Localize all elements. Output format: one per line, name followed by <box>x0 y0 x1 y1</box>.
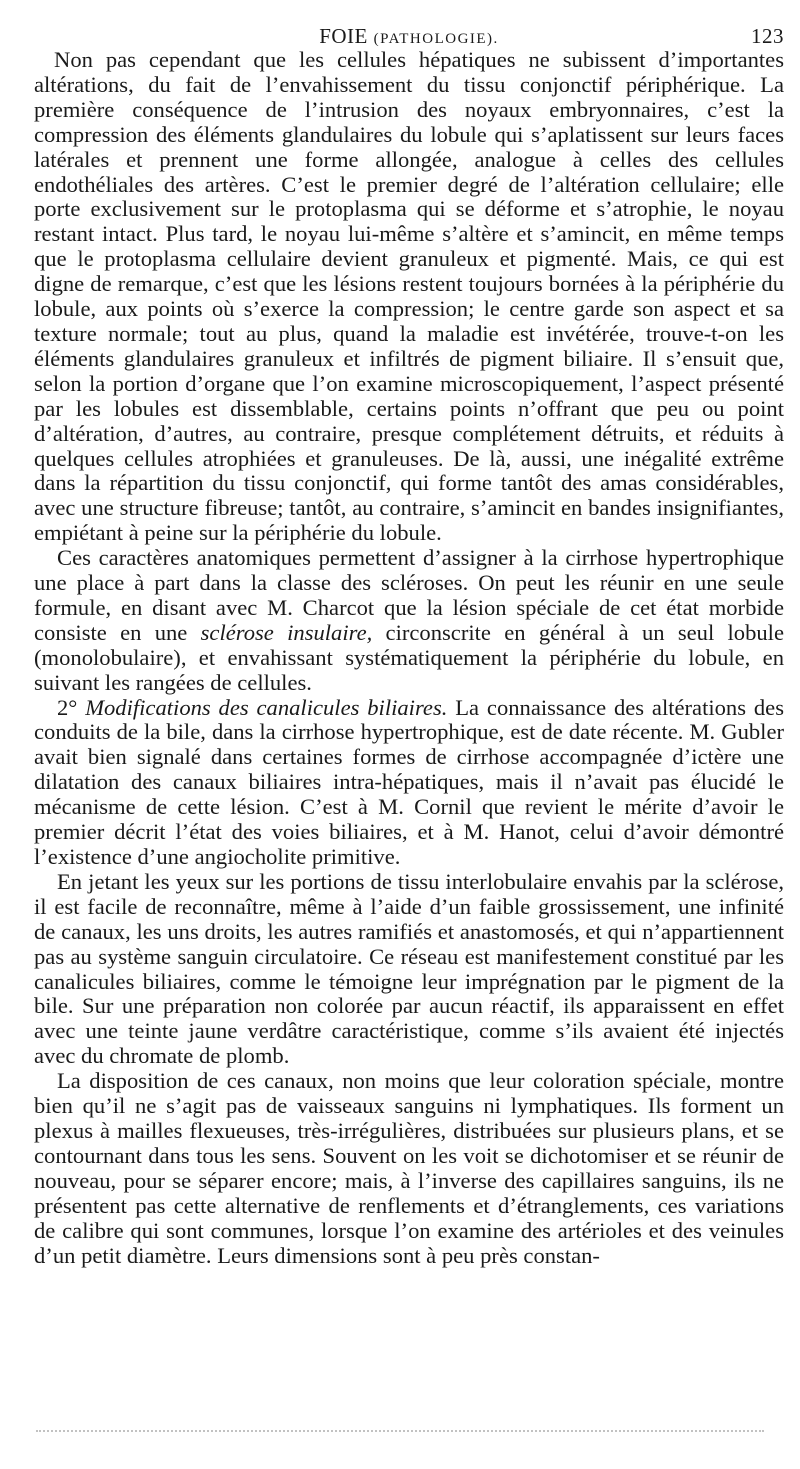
body-text <box>34 48 784 1268</box>
page-number: 123 <box>751 24 784 48</box>
paragraph-3 <box>34 696 784 870</box>
paragraph-2-italic: sclérose insulaire, <box>200 619 373 645</box>
bottom-bleed-rule <box>36 1430 764 1432</box>
paragraph-2-text-end: circonscrite en général à un seul lobule (monolobulaire), et envahissant systématiquement la périphérie du lobule, en suivant les rangées de cellules. <box>34 619 784 695</box>
paragraph-3-text: La connaissance des altérations des conduits de la bile, dans la cirrhose hypertrophique, est de date récente. M. Gubler avait bien signalé dans certaines formes de cirrhose accompagnée d’ictère une dilatation des canaux biliaires intra-hépatiques, mais il n’avait pas élucidé le mécanisme de cette lésion. C’est à M. Cornil que revient le mérite d’avoir le premier décrit l’état des voies biliaires, et à M. Hanot, celui d’avoir démontré l’existence d’une angiocholite primitive. <box>34 694 784 869</box>
header-title-main: FOIE <box>319 24 368 48</box>
paragraph-2-text: Ces caractères anatomiques permettent d’assigner à la cirrhose hypertrophique une place à part dans la classe des scléroses. On peut les réunir en une seule formule, en disant avec M. Charcot que la lésion spéciale de cet état morbide consiste en une <box>34 545 784 645</box>
paragraph-1: Non pas cependant que les cellules hépatiques ne subissent d’importantes altérations, du fait de l’envahissement du tissu conjonctif périphérique. La première conséquence de l’intrusion des noyaux embryonnaires, c’est la compression des éléments glandulaires du lobule qui s’aplatissent sur leurs faces latérales et prennent une forme allongée, analogue à celles des cellules endothéliales des artères. C’est le premier degré de l’altération cellulaire; elle porte exclusivement sur le protoplasma qui se déforme et s’atrophie, le noyau restant intact. Plus tard, le noyau lui-même s’altère et s’amincit, en même temps que le protoplasma cellulaire devient granuleux et pigmenté. Mais, ce qui est digne de remarque, c’est que les lésions restent toujours bornées à la périphérie du lobule, aux points où s’exerce la compression; le centre garde son aspect et sa texture normale; tout au plus, quand la maladie est invétérée, trouve-t-on les éléments glandulaires granuleux et infiltrés de pigment biliaire. Il s’ensuit que, selon la portion d’organe que l’on examine microscopiquement, l’aspect présenté par les lobules est dissemblable, certains points n’offrant que peu ou point d’altération, d’autres, au contraire, presque complétement détruits, et réduits à quelques cellules atrophiées et granuleuses. De là, aussi, une inégalité extrême dans la répartition du tissu conjonctif, qui forme tantôt des amas considérables, avec une structure fibreuse; tantôt, au contraire, s’amincit en bandes insignifiantes, empiétant à peine sur la périphérie du lobule. <box>34 47 784 546</box>
paragraph-2 <box>34 546 784 695</box>
running-header <box>34 0 784 48</box>
running-title <box>34 24 784 49</box>
header-title-sub: (PATHOLOGIE). <box>373 31 499 47</box>
paragraph-5: La disposition de ces canaux, non moins que leur coloration spéciale, montre bien qu’il ne s’agit pas de vaisseaux sanguins ni lymphatiques. Ils forment un plexus à mailles flexueuses, très-irrégulières, distribuées sur plusieurs plans, et se contournant dans tous les sens. Souvent on les voit se dichotomiser et se réunir de nouveau, pour se séparer encore; mais, à l’inverse des capillaires sanguins, ils ne présentent pas cette alternative de renflements et d’étranglements, ces variations de calibre qui sont communes, lorsque l’on examine des artérioles et des veinules d’un petit diamètre. Leurs dimensions sont à peu près constan- <box>34 1068 784 1268</box>
book-page <box>34 0 784 1469</box>
section-heading-canalicules: Modifications des canalicules biliaires. <box>85 694 448 720</box>
paragraph-4: En jetant les yeux sur les portions de tissu interlobulaire envahis par la sclérose, il est facile de reconnaître, même à l’aide d’un faible grossissement, une infinité de canaux, les uns droits, les autres ramifiés et anastomosés, et qui n’appartiennent pas au système sanguin circulatoire. Ce réseau est manifestement constitué par les canalicules biliaires, comme le témoigne leur imprégnation par le pigment de la bile. Sur une préparation non colorée par aucun réactif, ils apparaissent en effet avec une teinte jaune verdâtre caractéristique, comme s’ils avaient été injectés avec du chromate de plomb. <box>34 868 784 1069</box>
paragraph-3-number: 2° <box>57 694 86 720</box>
